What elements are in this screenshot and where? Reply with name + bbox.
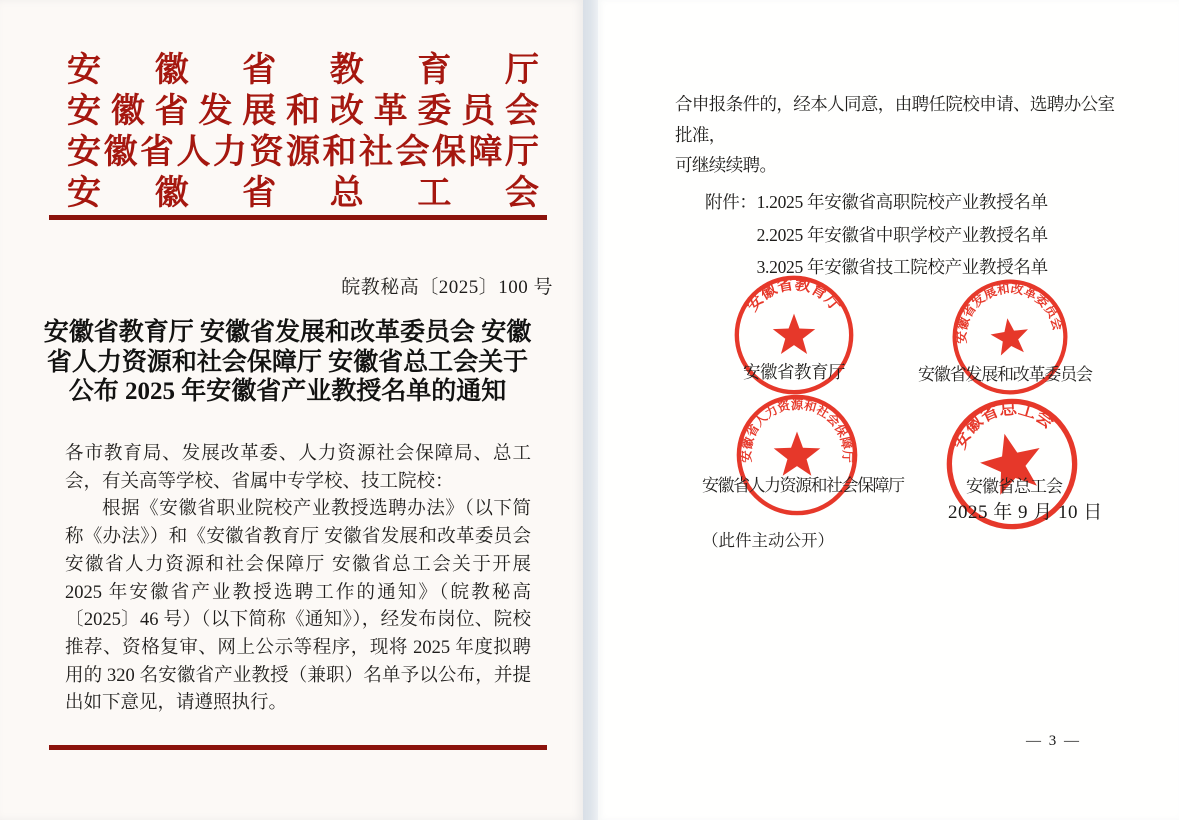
letterhead-line-trade-union: 安 徽 省 总 工 会	[67, 175, 539, 212]
footer-rule	[49, 745, 547, 750]
svg-text:安徽省总工会: 安徽省总工会	[948, 397, 1059, 453]
attachment-item: 2.2025 年安徽省中职学校产业教授名单	[756, 224, 1048, 245]
development-reform-commission-signature: 安徽省发展和改革委员会	[918, 365, 1092, 384]
document-title-line: 省人力资源和社会保障厅 安徽省总工会关于	[46, 348, 529, 376]
document-title-line: 安徽省教育厅 安徽省发展和改革委员会 安徽	[43, 319, 532, 346]
document-number: 皖教秘高〔2025〕100 号	[341, 277, 553, 298]
page-number: — 3 —	[1026, 733, 1081, 749]
continuation-paragraph	[675, 89, 1125, 181]
letterhead-line-human-resources: 安 徽 省 人 力 资 源 和 社 会 保 障 厅	[67, 134, 539, 171]
continuation-line: 合申报条件的，经本人同意，由聘任院校申请、选聘办公室批准，	[675, 94, 1115, 145]
continuation-line: 可继续续聘。	[675, 155, 777, 175]
signature-date: 2025 年 9 月 10 日	[948, 502, 1103, 523]
svg-text:安徽省教育厅: 安徽省教育厅	[743, 276, 845, 315]
document-title-line: 公布 2025 年安徽省产业教授名单的通知	[68, 378, 507, 405]
document-title	[36, 318, 539, 407]
attachments-list	[757, 186, 1048, 284]
human-resources-department-signature: 安徽省人力资源和社会保障厅	[702, 476, 904, 495]
letterhead-rule	[49, 215, 547, 220]
svg-text:安徽省发展和改革委员会: 安徽省发展和改革委员会	[954, 281, 1065, 344]
addressee-paragraph: 各市教育局、发展改革委、人力资源社会保障局、总工会，有关高等学校、省属中专学校、技工院校：	[65, 444, 531, 492]
basis-paragraph: 根据《安徽省职业院校产业教授选聘办法》（以下简称《办法》）和《安徽省教育厅 安徽省发展和改革委员会 安徽省人力资源和社会保障厅 安徽省总工会关于开展 2025 年安徽省产业教授选聘工作的通知》（皖教秘高〔2025〕46 号）（以下简称《通知》），经发布岗位、院校推荐、资格复审、网上公示等程序，现将 2025 年度拟聘用的 320 名安徽省产业教授（兼职）名单予以公布，并提出如下意见，请遵照执行。	[65, 499, 531, 714]
attachment-item: 1.2025 年安徽省高职院校产业教授名单	[756, 192, 1048, 212]
letterhead-line-education: 安 徽 省 教 育 厅	[67, 52, 539, 89]
attachments-label: 附件：	[705, 192, 757, 212]
left-page	[0, 0, 583, 820]
page-gap	[583, 0, 598, 820]
letterhead-line-development-reform: 安 徽 省 发 展 和 改 革 委 员 会	[67, 93, 539, 130]
human-resources-department-seal-icon	[733, 391, 861, 519]
attachment-item: 3.2025 年安徽省技工院校产业教授名单	[756, 257, 1048, 277]
letterhead	[67, 50, 539, 214]
disclosure-note: （此件主动公开）	[702, 531, 834, 550]
svg-text:安徽省人力资源和社会保障厅: 安徽省人力资源和社会保障厅	[739, 397, 855, 463]
education-department-signature: 安徽省教育厅	[743, 362, 845, 382]
trade-union-signature: 安徽省总工会	[966, 477, 1062, 496]
document-body	[65, 441, 531, 718]
right-page	[598, 0, 1179, 820]
attachments-block	[705, 186, 1048, 284]
